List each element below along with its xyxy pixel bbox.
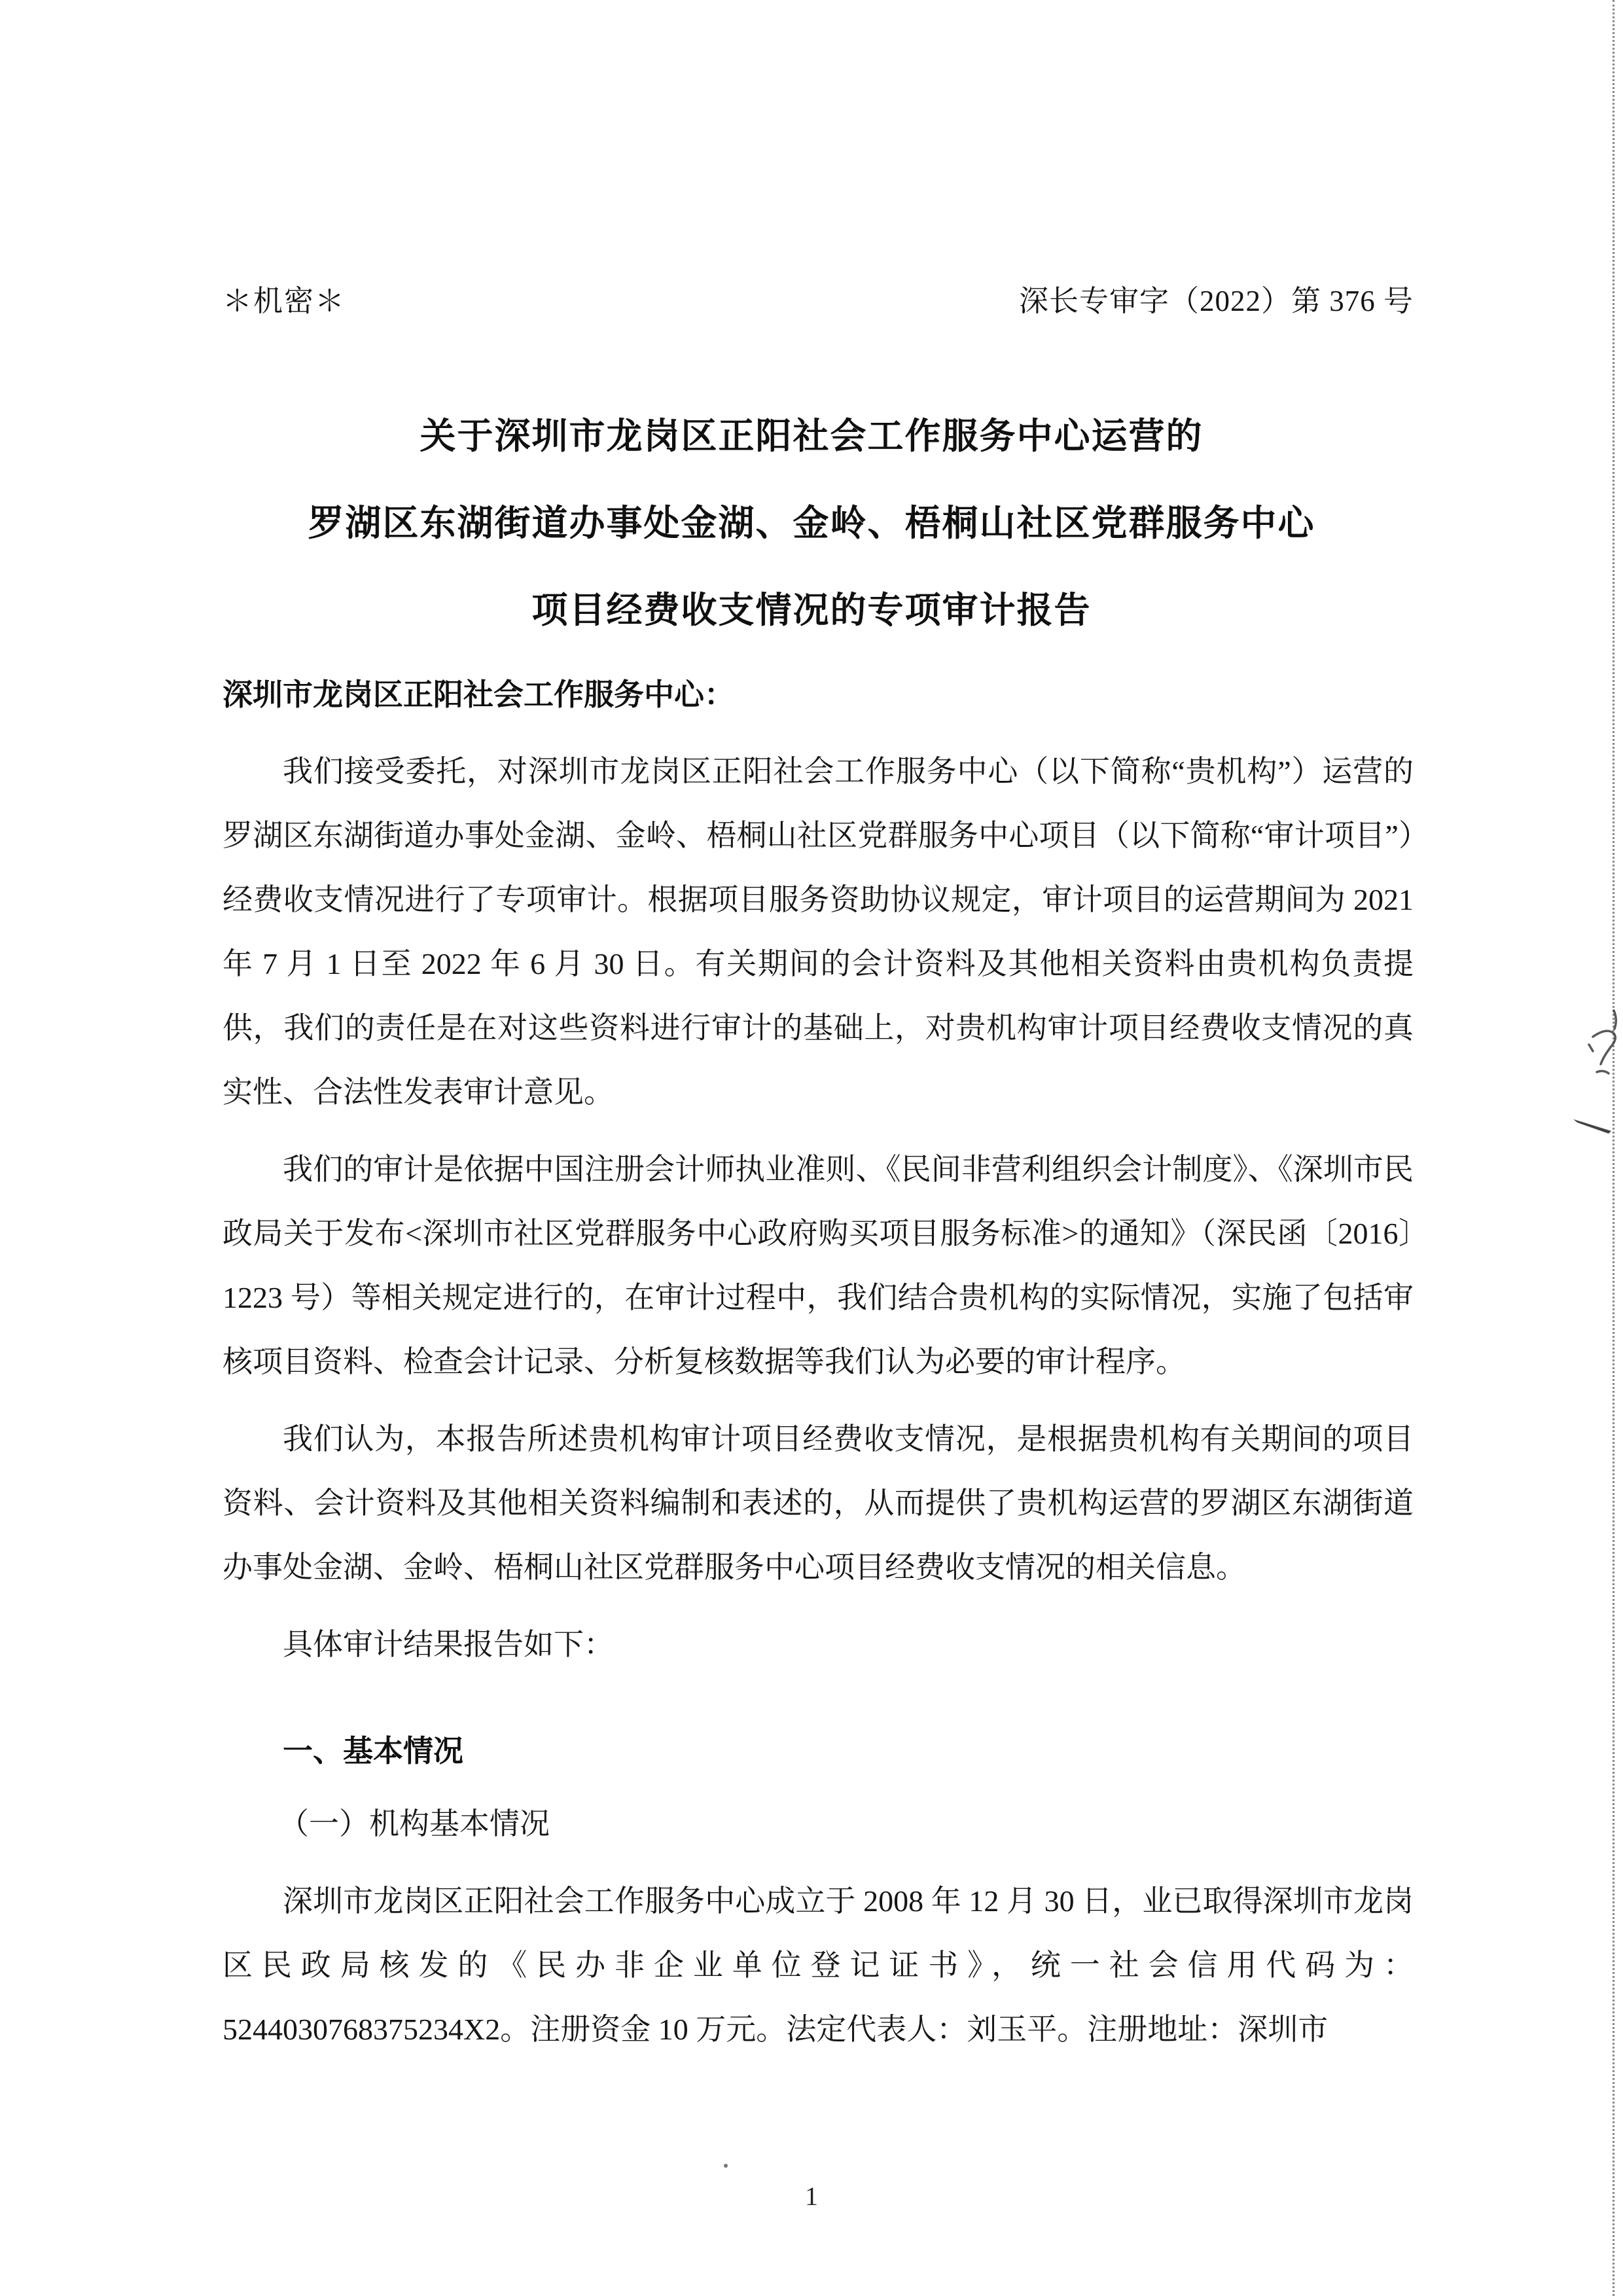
addressee-line: 深圳市龙岗区正阳社会工作服务中心：: [223, 677, 734, 711]
scan-edge-dotted-line: [1613, 0, 1614, 2296]
page-number: 1: [805, 2181, 818, 2211]
intro-paragraph-1: 我们接受委托，对深圳市龙岗区正阳社会工作服务中心（以下简称“贵机构”）运营的罗湖区东湖街道办事处金湖、金岭、梧桐山社区党群服务中心项目（以下简称“审计项目”）经费收支情况进行了专项审计。根据项目服务资助协议规定，审计项目的运营期间为 2021 年 7 月 1 日至 2022 年 6 月 30 日。有关期间的会计资料及其他相关资料由贵机构负责提供，我们的责任是在对这些资料进行审计的基础上，对贵机构审计项目经费收支情况的真实性、合法性发表审计意见。: [223, 755, 1414, 1109]
report-title: [0, 393, 1623, 654]
document-number: 深长专审字（2022）第 376 号: [1018, 285, 1414, 317]
pen-mark-squiggle: [1584, 1008, 1623, 1086]
section-heading-basic-info: 一、基本情况: [283, 1734, 463, 1768]
intro-paragraph-3: 我们认为，本报告所述贵机构审计项目经费收支情况，是根据贵机构有关期间的项目资料、会计资料及其他相关资料编制和表述的，从而提供了贵机构运营的罗湖区东湖街道办事处金湖、金岭、梧桐山社区党群服务中心项目经费收支情况的相关信息。: [223, 1422, 1414, 1584]
document-header: [223, 278, 1414, 324]
document-body: [223, 662, 1414, 2062]
report-title-line-3: 项目经费收支情况的专项审计报告: [531, 590, 1092, 630]
intro-paragraph-2: 我们的审计是依据中国注册会计师执业准则、《民间非营利组织会计制度》、《深圳市民政局关于发布<深圳市社区党群服务中心政府购买项目服务标准>的通知》（深民函〔2016〕1223 号）等相关规定进行的，在审计过程中，我们结合贵机构的实际情况，实施了包括审核项目资料、检查会计记录、分析复核数据等我们认为必要的审计程序。: [223, 1153, 1414, 1378]
pen-mark-diagonal-stroke: [1571, 1111, 1616, 1138]
report-title-line-1: 关于深圳市龙岗区正阳社会工作服务中心运营的: [419, 416, 1204, 456]
ink-dot: [724, 2164, 728, 2168]
classification-label: ＊机密＊: [223, 285, 346, 317]
org-basic-info-paragraph: 深圳市龙岗区正阳社会工作服务中心成立于 2008 年 12 月 30 日，业已取得深圳市龙岗区民政局核发的《民办非企业单位登记证书》，统一社会信用代码为：5244030768375234X2。注册资金 10 万元。法定代表人：刘玉平。注册地址：深圳市: [223, 1884, 1414, 2046]
results-lead-in-line: 具体审计结果报告如下：: [283, 1628, 614, 1661]
report-title-line-2: 罗湖区东湖街道办事处金湖、金岭、梧桐山社区党群服务中心: [308, 503, 1315, 543]
subsection-heading-org-basic-info: （一）机构基本情况: [279, 1807, 550, 1840]
